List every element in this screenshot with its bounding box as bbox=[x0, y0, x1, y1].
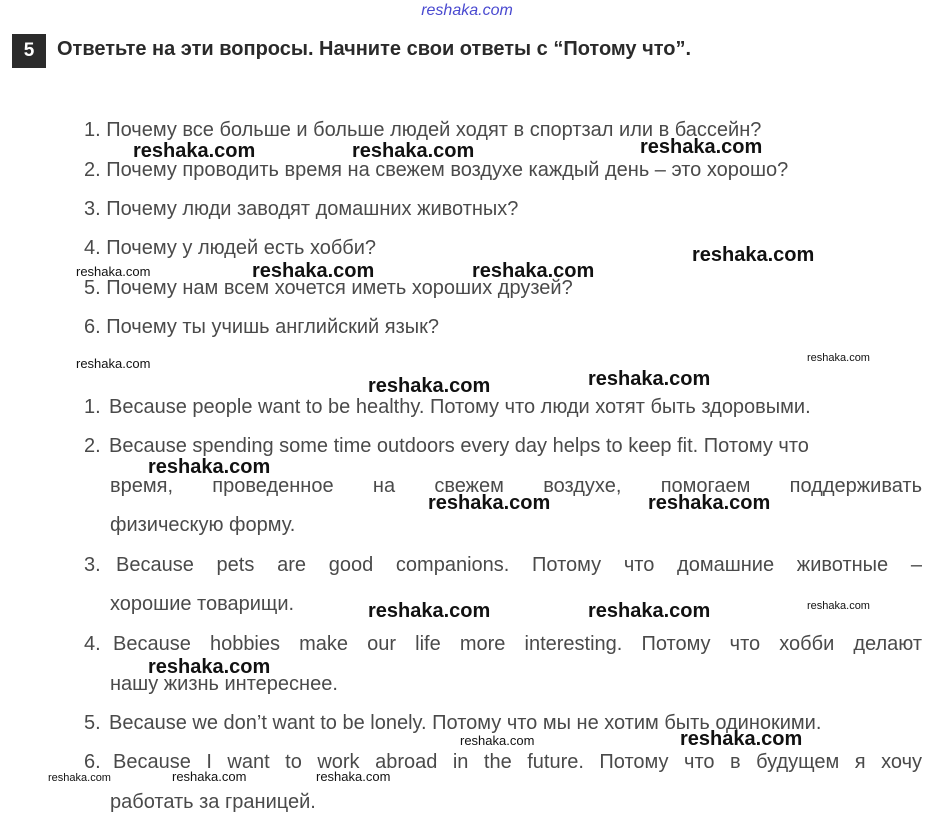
question-number: 2. bbox=[84, 159, 101, 181]
watermark: reshaka.com bbox=[352, 140, 475, 162]
question-text: Почему люди заводят домашних животных? bbox=[106, 198, 519, 220]
question-number: 4. bbox=[84, 237, 101, 259]
question-number: 6. bbox=[84, 316, 101, 338]
watermark: reshaka.com bbox=[692, 244, 815, 266]
question-text: Почему ты учишь английский язык? bbox=[106, 316, 440, 338]
watermark: reshaka.com bbox=[148, 456, 271, 478]
watermark-small: reshaka.com bbox=[172, 769, 247, 784]
task-title: Ответьте на эти вопросы. Начните свои ответы с “Потому что”. bbox=[57, 38, 692, 60]
question-3 bbox=[84, 198, 518, 221]
question-text: Почему нам всем хочется иметь хороших друзей? bbox=[106, 277, 573, 299]
watermark: reshaka.com bbox=[368, 600, 491, 622]
answer-text-line-1: Because I want to work abroad in the future. Потому что в будущем я хочу bbox=[113, 751, 922, 773]
watermark: reshaka.com bbox=[148, 656, 271, 678]
watermark: reshaka.com bbox=[680, 728, 803, 750]
question-number: 5. bbox=[84, 277, 101, 299]
answer-text-line-2: работать за границей. bbox=[110, 791, 316, 813]
question-number: 1. bbox=[84, 119, 101, 141]
answer-text-line-1: Because spending some time outdoors every day helps to keep fit. Потому что bbox=[109, 435, 809, 457]
answer-text-line-3: физическую форму. bbox=[110, 514, 296, 536]
question-number: 3. bbox=[84, 198, 101, 220]
answer-number: 3. bbox=[84, 554, 101, 576]
site-watermark-top: reshaka.com bbox=[421, 2, 513, 19]
answer-number: 4. bbox=[84, 633, 101, 655]
watermark: reshaka.com bbox=[252, 260, 375, 282]
task-number-badge: 5 bbox=[12, 34, 46, 68]
watermark: reshaka.com bbox=[640, 136, 763, 158]
watermark-small: reshaka.com bbox=[807, 600, 870, 612]
answer-text-line-2: нашу жизнь интереснее. bbox=[110, 673, 338, 695]
answer-text: Because we don’t want to be lonely. Потому что мы не хотим быть одинокими. bbox=[109, 712, 822, 734]
watermark: reshaka.com bbox=[133, 140, 256, 162]
watermark: reshaka.com bbox=[368, 375, 491, 397]
answer-text-line-1: Because hobbies make our life more interesting. Потому что хобби делают bbox=[113, 633, 922, 655]
question-text: Почему все больше и больше людей ходят в спортзал или в бассейн? bbox=[106, 119, 762, 141]
answer-text-line-1: Because pets are good companions. Потому что домашние животные – bbox=[116, 554, 922, 576]
answer-number: 2. bbox=[84, 435, 101, 457]
question-text: Почему у людей есть хобби? bbox=[106, 237, 377, 259]
answer-number: 1. bbox=[84, 396, 101, 418]
watermark-small: reshaka.com bbox=[460, 733, 535, 748]
watermark-small: reshaka.com bbox=[316, 769, 391, 784]
answer-number: 6. bbox=[84, 751, 101, 773]
watermark-small: reshaka.com bbox=[48, 772, 111, 784]
answer-number: 5. bbox=[84, 712, 101, 734]
watermark: reshaka.com bbox=[472, 260, 595, 282]
watermark-small: reshaka.com bbox=[807, 352, 870, 364]
answer-text-line-2: время, проведенное на свежем воздухе, помогаем поддерживать bbox=[110, 475, 922, 497]
answer-text: Because people want to be healthy. Потому что люди хотят быть здоровыми. bbox=[109, 396, 811, 418]
watermark: reshaka.com bbox=[588, 600, 711, 622]
watermark: reshaka.com bbox=[588, 368, 711, 390]
watermark: reshaka.com bbox=[428, 492, 551, 514]
question-6 bbox=[84, 316, 439, 339]
watermark-small: reshaka.com bbox=[76, 264, 151, 279]
answer-text-line-2: хорошие товарищи. bbox=[110, 593, 295, 615]
watermark-small: reshaka.com bbox=[76, 356, 151, 371]
question-text: Почему проводить время на свежем воздухе каждый день – это хорошо? bbox=[106, 159, 789, 181]
watermark: reshaka.com bbox=[648, 492, 771, 514]
question-4 bbox=[84, 237, 376, 260]
